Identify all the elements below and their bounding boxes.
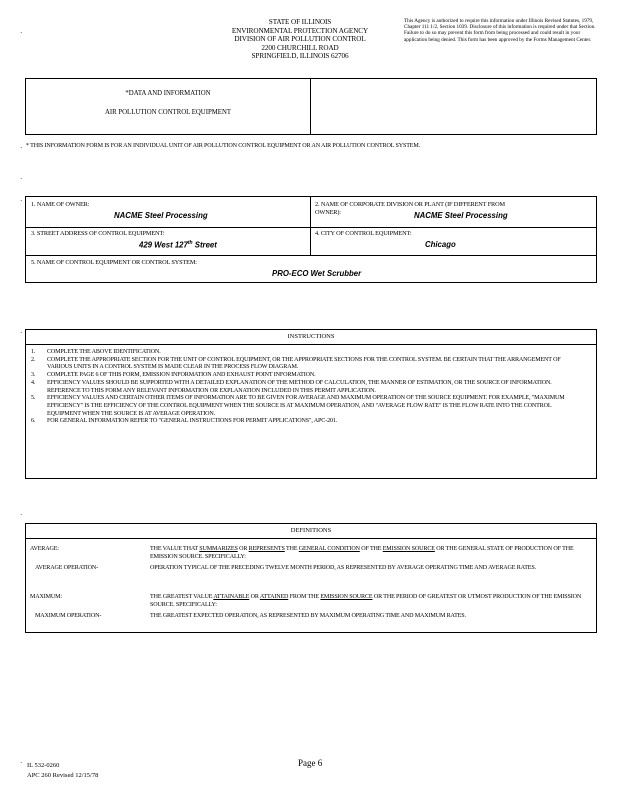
city-label: 4. CITY OF CONTROL EQUIPMENT:	[315, 230, 412, 237]
title-box-divider	[310, 79, 311, 134]
instruction-item	[26, 349, 586, 357]
instructions-box	[25, 329, 597, 479]
scan-speck: ·	[20, 29, 23, 37]
definition-emphasis: ATTAINABLE	[213, 594, 250, 600]
definition-text: THE	[284, 546, 299, 552]
definition-emphasis: SUMMARIZES	[199, 546, 238, 552]
scan-speck: ·	[20, 175, 23, 183]
instruction-number: 5.	[31, 395, 36, 402]
instruction-item	[26, 357, 586, 372]
definition-emphasis: ATTAINED	[259, 594, 289, 600]
definition-text: THE GREATEST VALUE	[150, 594, 214, 600]
instruction-item	[26, 380, 586, 395]
form-title-line2: AIR POLLUTION CONTROL EQUIPMENT	[104, 109, 232, 116]
street-label: 3. STREET ADDRESS OF CONTROL EQUIPMENT:	[31, 230, 165, 237]
division-label-line1: 2. NAME OF CORPORATE DIVISION OR PLANT (IF DIFFERENT FROM	[315, 201, 505, 208]
instruction-text: EFFICIENCY VALUES SHOULD BE SUPPORTED WITH A DETAILED EXPLANATION OF THE METHOD OF CALCULATION, THE MANNER OF ESTIMATION, OR THE SOURCE OF INFORMATION. REFERENCE TO THIS FORM ANY RELEVANT INFORMATION OR EXPLANATION INCLUDED IN THIS PERMIT APPLICATION.	[47, 379, 552, 394]
city-field[interactable]: Chicago	[425, 240, 456, 249]
instructions-title-rule	[26, 344, 596, 345]
row-divider	[26, 227, 596, 228]
control-system-field[interactable]: PRO-ECO Wet Scrubber	[272, 269, 362, 278]
definition-emphasis: EMISSION SOURCE	[382, 546, 435, 552]
street-ordinal: th	[187, 240, 193, 246]
control-system-label: 5. NAME OF CONTROL EQUIPMENT OR CONTROL SYSTEM:	[31, 259, 197, 266]
scan-speck: ·	[20, 511, 23, 519]
instruction-number: 6.	[31, 418, 36, 425]
division-label-line2: OWNER):	[315, 208, 341, 216]
definition-text: OR	[249, 594, 260, 600]
owner-field[interactable]: NACME Steel Processing	[114, 211, 208, 220]
scan-speck: ·	[20, 329, 23, 337]
definition-text: THE VALUE THAT	[150, 546, 200, 552]
definition-term-maximum: MAXIMUM:	[30, 594, 62, 600]
agency-header	[200, 18, 400, 61]
header-line: SPRINGFIELD, ILLINOIS 62706	[251, 52, 349, 60]
instruction-item	[26, 418, 586, 426]
legal-notice: This Agency is authorized to require this information under Illinois Revised Statutes, 1979, Chapter 111 1/2, Section 1039. Disclosure of this information is required under that Section. Failure to do so may prevent this form from being processed and could result in your application being denied. This form has been approved by the Forms Management Center.	[404, 18, 596, 43]
definition-average	[150, 546, 590, 561]
page-number: Page 6	[298, 758, 323, 768]
instruction-item	[26, 372, 586, 380]
instructions-list	[26, 349, 586, 426]
street-field[interactable]	[139, 240, 217, 250]
title-box	[25, 78, 597, 135]
instruction-text: COMPLETE PAGE 6 OF THIS FORM, EMISSION INFORMATION AND EXHAUST POINT INFORMATION.	[47, 372, 316, 379]
instruction-text: COMPLETE THE ABOVE IDENTIFICATION.	[47, 349, 161, 355]
definition-term-average-operation: AVERAGE OPERATION-	[35, 565, 99, 571]
owner-label: 1. NAME OF OWNER:	[31, 201, 90, 208]
definition-emphasis: GENERAL CONDITION	[298, 546, 360, 552]
instruction-number: 3.	[31, 372, 36, 379]
identification-box	[25, 196, 597, 283]
definition-term-maximum-operation: MAXIMUM OPERATION-	[35, 613, 102, 619]
definition-term-average: AVERAGE:	[30, 546, 59, 552]
header-line: DIVISION OF AIR POLLUTION CONTROL	[234, 35, 366, 43]
instruction-item	[26, 395, 586, 418]
definition-text: OR THE GENERAL STATE OF PRODUCTION OF THE EMISSION SOURCE. SPECIFICALLY:	[150, 546, 574, 560]
street-suffix: Street	[192, 240, 217, 250]
form-revision: APC 260 Revised 12/15/78	[27, 772, 99, 779]
definition-average-operation: OPERATION TYPICAL OF THE PRECEDING TWELVE MONTH PERIOD, AS REPRESENTED BY AVERAGE OPERATING TIME AND AVERAGE RATES.	[150, 565, 536, 571]
instruction-text: COMPLETE THE APPROPRIATE SECTION FOR THE UNIT OF CONTROL EQUIPMENT, OR THE APPROPRIATE SECTIONS FOR THE CONTROL SYSTEM. BE CERTAIN THAT THE ARRANGEMENT OF VARIOUS UNITS IN A CONTROL SYSTEM IS MADE CLEAR IN THE PROCESS FLOW DIAGRAM.	[47, 356, 561, 371]
definition-text: OR	[237, 546, 249, 552]
definition-emphasis: EMISSION SOURCE	[320, 594, 373, 600]
header-line: 2200 CHURCHILL ROAD	[261, 43, 339, 52]
scan-speck: ·	[20, 759, 23, 767]
instructions-title: INSTRUCTIONS	[287, 333, 335, 340]
division-field[interactable]: NACME Steel Processing	[414, 211, 508, 220]
definition-emphasis: REPRESENTS	[248, 546, 285, 552]
scan-speck: ·	[20, 144, 23, 152]
definition-maximum	[150, 594, 590, 609]
scan-speck: ·	[20, 197, 23, 205]
instruction-number: 1.	[31, 349, 36, 355]
instruction-text: EFFICIENCY VALUES AND CERTAIN OTHER ITEMS OF INFORMATION ARE TO BE GIVEN FOR AVERAGE AND MAXIMUM OPERATION OF THE SOURCE EQUIPMENT. FOR EXAMPLE, "MAXIMUM EFFICIENCY" IS THE EFFICIENCY OF THE CONTROL EQUIPMENT WHEN THE SOURCE IS AT MAXIMUM OPERATION, AND "AVERAGE FLOW RATE" IS THE FLOW RATE INTO THE CONTROL EQUIPMENT WHEN THE SOURCE IS AT AVERAGE OPERATION.	[47, 395, 565, 417]
definition-text: OR THE PERIOD OF GREATEST OR UTMOST PRODUCTION OF THE EMISSION SOURCE. SPECIFICALLY:	[150, 594, 582, 608]
header-line: ENVIRONMENTAL PROTECTION AGENCY	[231, 26, 369, 35]
instruction-number: 4.	[31, 379, 36, 386]
definitions-title: DEFINITIONS	[290, 527, 332, 534]
form-title-line1: *DATA AND INFORMATION	[125, 90, 211, 97]
form-note: * THIS INFORMATION FORM IS FOR AN INDIVIDUAL UNIT OF AIR POLLUTION CONTROL EQUIPMENT OR AN AIR POLLUTION CONTROL SYSTEM.	[26, 143, 421, 149]
definition-text: OF THE	[359, 546, 383, 552]
header-line: STATE OF ILLINOIS	[268, 18, 332, 26]
form-code: IL 532-0260	[27, 762, 60, 769]
definitions-title-rule	[26, 538, 596, 539]
definitions-box	[25, 523, 597, 633]
definition-maximum-operation: THE GREATEST EXPECTED OPERATION, AS REPRESENTED BY MAXIMUM OPERATING TIME AND MAXIMUM RATES.	[150, 613, 466, 619]
street-number: 429 West 127	[139, 240, 188, 250]
row-divider	[26, 255, 596, 256]
column-divider	[310, 197, 311, 255]
instruction-text: FOR GENERAL INFORMATION REFER TO "GENERAL INSTRUCTIONS FOR PERMIT APPLICATIONS", APC-201.	[47, 418, 338, 425]
definition-text: FROM THE	[288, 594, 321, 600]
instruction-number: 2.	[31, 356, 36, 363]
